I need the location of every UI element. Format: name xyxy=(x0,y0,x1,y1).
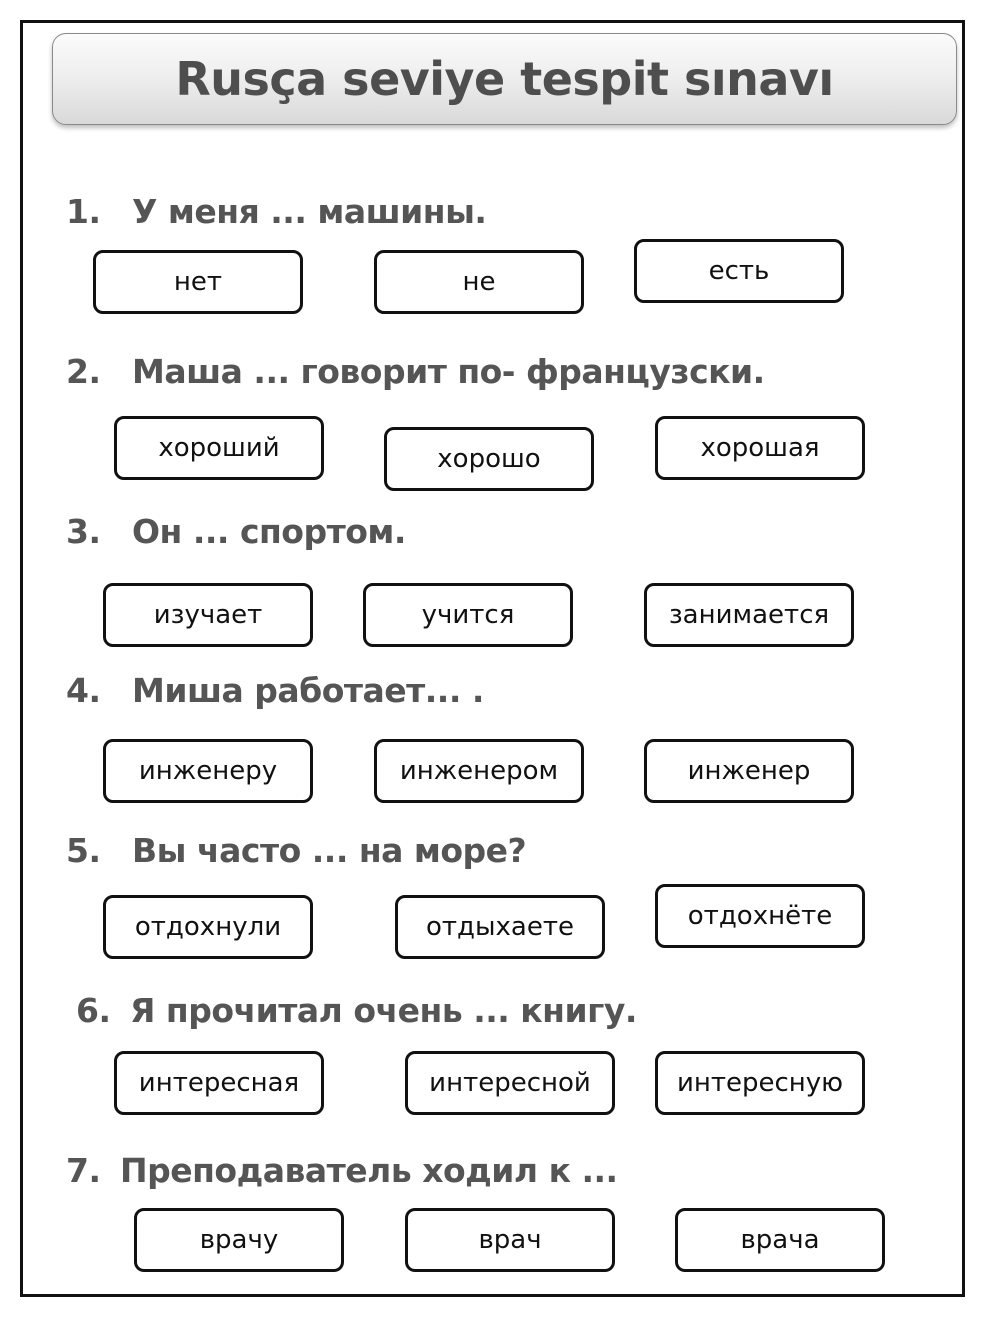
question-7 xyxy=(66,1151,618,1190)
option-3-c[interactable]: занимается xyxy=(644,583,854,647)
option-4-a[interactable]: инженеру xyxy=(103,739,313,803)
question-text: Миша работает... . xyxy=(132,671,484,710)
question-2 xyxy=(66,352,765,391)
option-5-a[interactable]: отдохнули xyxy=(103,895,313,959)
title-banner xyxy=(52,33,957,125)
question-number: 7. xyxy=(66,1151,101,1190)
question-text: Я прочитал очень ... книгу. xyxy=(130,991,637,1030)
option-3-a[interactable]: изучает xyxy=(103,583,313,647)
option-5-c[interactable]: отдохнёте xyxy=(655,884,865,948)
option-2-c[interactable]: хорошая xyxy=(655,416,865,480)
question-text: У меня ... машины. xyxy=(132,192,487,231)
question-number: 1. xyxy=(66,192,101,231)
option-1-c[interactable]: есть xyxy=(634,239,844,303)
question-number: 5. xyxy=(66,831,101,870)
option-5-b[interactable]: отдыхаете xyxy=(395,895,605,959)
question-3 xyxy=(66,512,406,551)
question-text: Маша ... говорит по- французски. xyxy=(132,352,765,391)
question-text: Вы часто ... на море? xyxy=(132,831,527,870)
page-title: Rusça seviye tespit sınavı xyxy=(175,52,834,106)
question-text: Преподаватель ходил к ... xyxy=(120,1151,618,1190)
option-1-a[interactable]: нет xyxy=(93,250,303,314)
option-3-b[interactable]: учится xyxy=(363,583,573,647)
question-number: 3. xyxy=(66,512,101,551)
option-6-b[interactable]: интересной xyxy=(405,1051,615,1115)
question-number: 6. xyxy=(76,991,111,1030)
option-1-b[interactable]: не xyxy=(374,250,584,314)
option-6-a[interactable]: интересная xyxy=(114,1051,324,1115)
question-1 xyxy=(66,192,486,231)
option-7-a[interactable]: врачу xyxy=(134,1208,344,1272)
question-4 xyxy=(66,671,484,710)
question-6 xyxy=(76,991,637,1030)
option-4-b[interactable]: инженером xyxy=(374,739,584,803)
option-4-c[interactable]: инженер xyxy=(644,739,854,803)
option-2-b[interactable]: хорошо xyxy=(384,427,594,491)
option-2-a[interactable]: хороший xyxy=(114,416,324,480)
option-6-c[interactable]: интересную xyxy=(655,1051,865,1115)
question-5 xyxy=(66,831,526,870)
question-text: Он ... спортом. xyxy=(132,512,406,551)
question-number: 4. xyxy=(66,671,101,710)
question-number: 2. xyxy=(66,352,101,391)
option-7-b[interactable]: врач xyxy=(405,1208,615,1272)
option-7-c[interactable]: врача xyxy=(675,1208,885,1272)
